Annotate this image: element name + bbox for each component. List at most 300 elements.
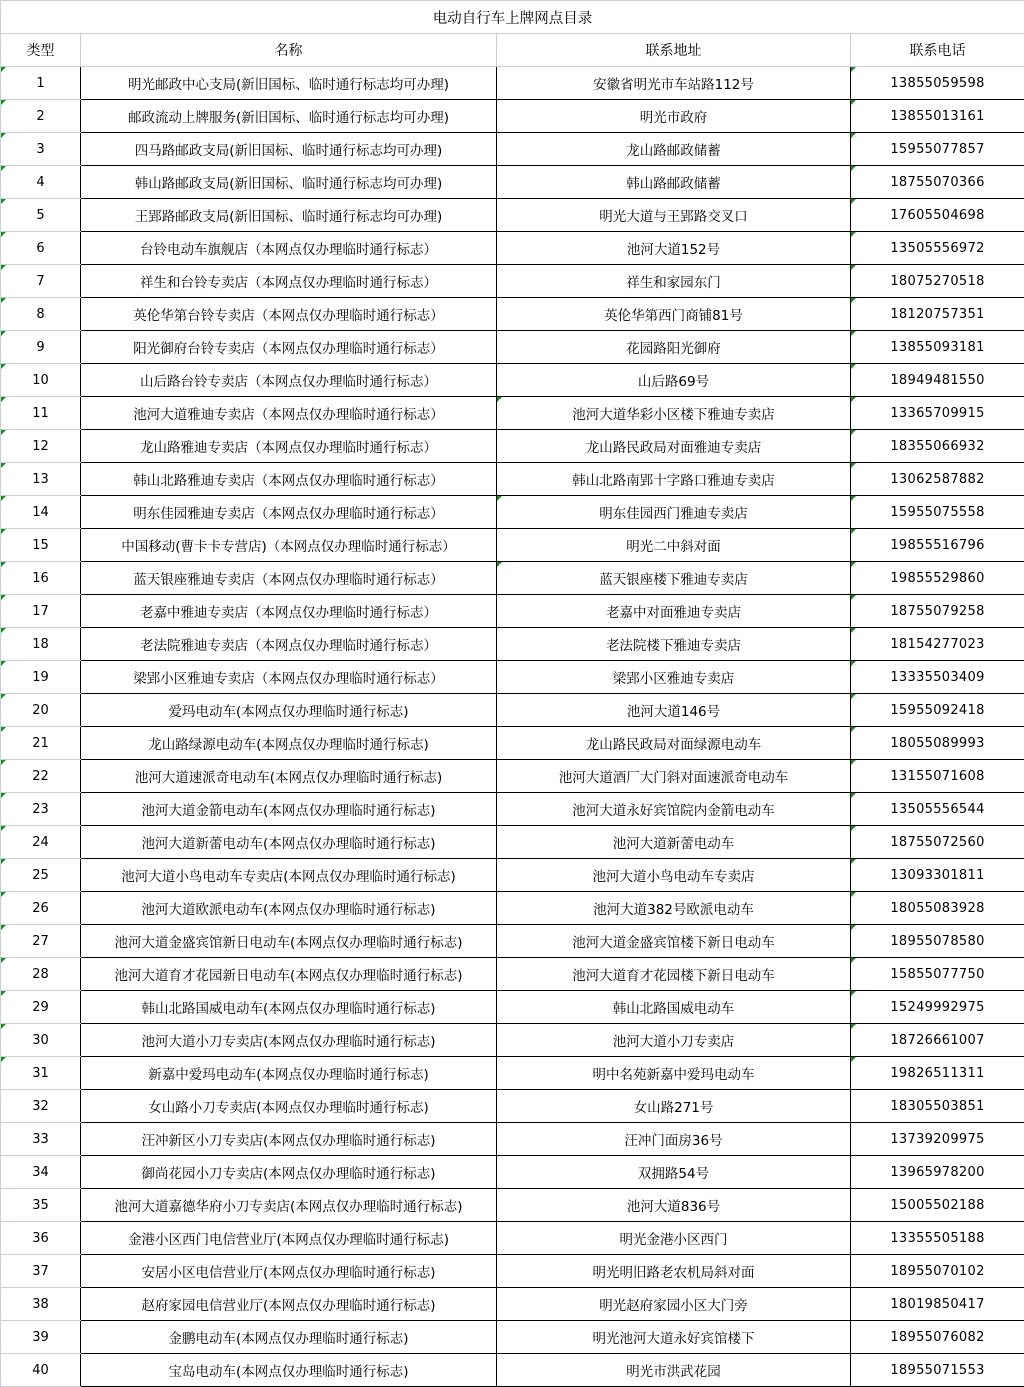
cell-index[interactable] [1, 199, 81, 232]
cell-index[interactable] [1, 331, 81, 364]
cell-address[interactable] [497, 364, 851, 397]
comment-marker-icon [1, 859, 6, 864]
cell-phone[interactable] [851, 826, 1024, 859]
table-row [1, 958, 1024, 991]
cell-address[interactable] [497, 463, 851, 496]
cell-phone[interactable] [851, 199, 1024, 232]
address-text: 花园路阳光御府 [626, 341, 721, 357]
cell-address[interactable] [497, 298, 851, 331]
cell-phone[interactable] [851, 100, 1024, 133]
cell-name[interactable] [81, 1255, 497, 1288]
cell-address[interactable] [497, 694, 851, 727]
cell-index[interactable] [1, 364, 81, 397]
table-row [1, 133, 1024, 166]
name-text: 英伦华第台铃专卖店（本网点仅办理临时通行标志） [133, 308, 444, 324]
phone-text: 17605504698 [890, 208, 984, 223]
phone-text: 18120757351 [890, 307, 984, 322]
cell-phone[interactable] [851, 661, 1024, 694]
address-text: 安徽省明光市车站路112号 [593, 77, 754, 93]
phone-text: 13739209975 [890, 1132, 984, 1147]
cell-phone[interactable] [851, 232, 1024, 265]
cell-address[interactable] [497, 760, 851, 793]
comment-marker-icon [1, 397, 6, 402]
cell-phone[interactable] [851, 463, 1024, 496]
cell-name[interactable] [81, 1057, 497, 1090]
cell-name[interactable] [81, 1321, 497, 1354]
cell-phone[interactable] [851, 793, 1024, 826]
name-text: 御尚花园小刀专卖店(本网点仅办理临时通行标志) [141, 1166, 435, 1182]
index-text: 18 [32, 637, 49, 652]
cell-phone[interactable] [851, 1057, 1024, 1090]
cell-name[interactable] [81, 694, 497, 727]
cell-name[interactable] [81, 166, 497, 199]
index-text: 5 [36, 208, 44, 223]
cell-index[interactable] [1, 727, 81, 760]
cell-phone[interactable] [851, 859, 1024, 892]
address-text: 明光明旧路老农机局斜对面 [593, 1265, 755, 1281]
cell-phone[interactable] [851, 694, 1024, 727]
address-text: 池河大道小刀专卖店 [613, 1034, 735, 1050]
cell-phone[interactable] [851, 1222, 1024, 1255]
name-text: 赵府家园电信营业厅(本网点仅办理临时通行标志) [141, 1298, 435, 1314]
cell-index[interactable] [1, 232, 81, 265]
cell-phone[interactable] [851, 496, 1024, 529]
address-text: 池河大道小鸟电动车专卖店 [593, 869, 755, 885]
table-row [1, 397, 1024, 430]
table-row [1, 232, 1024, 265]
cell-address[interactable] [497, 661, 851, 694]
comment-marker-icon [1, 331, 6, 336]
cell-phone[interactable] [851, 892, 1024, 925]
cell-phone[interactable] [851, 727, 1024, 760]
cell-phone[interactable] [851, 562, 1024, 595]
cell-index[interactable] [1, 463, 81, 496]
cell-name[interactable] [81, 1156, 497, 1189]
header-row [1, 34, 1024, 67]
comment-marker-icon [851, 595, 856, 600]
cell-phone[interactable] [851, 67, 1024, 100]
comment-marker-icon [1, 892, 6, 897]
address-text: 梁郢小区雅迪专卖店 [613, 671, 735, 687]
address-text: 祥生和家园东门 [626, 275, 721, 291]
cell-address[interactable] [497, 199, 851, 232]
comment-marker-icon [851, 100, 856, 105]
cell-address[interactable] [497, 1090, 851, 1123]
cell-phone[interactable] [851, 958, 1024, 991]
cell-index[interactable] [1, 397, 81, 430]
table-row [1, 529, 1024, 562]
cell-name[interactable] [81, 991, 497, 1024]
cell-index[interactable] [1, 1255, 81, 1288]
cell-phone[interactable] [851, 1156, 1024, 1189]
comment-marker-icon [851, 661, 856, 666]
index-text: 1 [36, 76, 44, 91]
table-row [1, 298, 1024, 331]
cell-index[interactable] [1, 1321, 81, 1354]
phone-text: 18055089993 [890, 736, 984, 751]
cell-index[interactable] [1, 1354, 81, 1387]
index-text: 31 [32, 1066, 49, 1081]
name-text: 汪冲新区小刀专卖店(本网点仅办理临时通行标志) [141, 1133, 435, 1149]
cell-address[interactable] [497, 1255, 851, 1288]
comment-marker-icon [851, 1024, 856, 1029]
cell-address[interactable] [497, 595, 851, 628]
comment-marker-icon [1, 232, 6, 237]
comment-marker-icon [851, 760, 856, 765]
cell-phone[interactable] [851, 298, 1024, 331]
table-row [1, 892, 1024, 925]
cell-name[interactable] [81, 1090, 497, 1123]
cell-name[interactable] [81, 430, 497, 463]
comment-marker-icon [1, 595, 6, 600]
phone-text: 13855013161 [890, 109, 984, 124]
cell-phone[interactable] [851, 991, 1024, 1024]
table-row [1, 595, 1024, 628]
cell-address[interactable] [497, 133, 851, 166]
cell-address[interactable] [497, 562, 851, 595]
cell-address[interactable] [497, 100, 851, 133]
phone-text: 13855059598 [890, 76, 984, 91]
phone-text: 18955071553 [890, 1363, 984, 1378]
cell-phone[interactable] [851, 595, 1024, 628]
cell-index[interactable] [1, 67, 81, 100]
table-row [1, 991, 1024, 1024]
cell-address[interactable] [497, 1024, 851, 1057]
phone-text: 13355505188 [890, 1231, 984, 1246]
address-text: 池河大道酒厂大门斜对面速派奇电动车 [559, 770, 789, 786]
cell-address[interactable] [497, 991, 851, 1024]
cell-index[interactable] [1, 1024, 81, 1057]
comment-marker-icon [1, 793, 6, 798]
table-row [1, 826, 1024, 859]
comment-marker-icon [1, 67, 6, 72]
cell-address[interactable] [497, 826, 851, 859]
phone-text: 13093301811 [890, 868, 984, 883]
cell-name[interactable] [81, 1024, 497, 1057]
cell-index[interactable] [1, 661, 81, 694]
comment-marker-icon [851, 265, 856, 270]
cell-phone[interactable] [851, 166, 1024, 199]
index-text: 21 [32, 736, 49, 751]
comment-marker-icon [851, 364, 856, 369]
cell-name[interactable] [81, 793, 497, 826]
address-text: 龙山路民政局对面绿源电动车 [586, 737, 762, 753]
cell-name[interactable] [81, 661, 497, 694]
cell-name[interactable] [81, 199, 497, 232]
cell-index[interactable] [1, 562, 81, 595]
cell-name[interactable] [81, 529, 497, 562]
name-text: 金港小区西门电信营业厅(本网点仅办理临时通行标志) [128, 1232, 449, 1248]
name-text: 池河大道雅迪专卖店（本网点仅办理临时通行标志） [133, 407, 444, 423]
cell-phone[interactable] [851, 1123, 1024, 1156]
cell-name[interactable] [81, 1288, 497, 1321]
phone-text: 18755079258 [890, 604, 984, 619]
address-text: 明光赵府家园小区大门旁 [599, 1298, 748, 1314]
address-text: 池河大道382号欧派电动车 [593, 902, 754, 918]
cell-index[interactable] [1, 298, 81, 331]
phone-text: 18355066932 [890, 439, 984, 454]
index-text: 40 [32, 1363, 49, 1378]
cell-address[interactable] [497, 331, 851, 364]
comment-marker-icon [851, 133, 856, 138]
cell-name[interactable] [81, 364, 497, 397]
cell-name[interactable] [81, 463, 497, 496]
table-row [1, 727, 1024, 760]
cell-address[interactable] [497, 430, 851, 463]
cell-index[interactable] [1, 628, 81, 661]
index-text: 20 [32, 703, 49, 718]
table-row [1, 430, 1024, 463]
comment-marker-icon [497, 562, 502, 567]
cell-name[interactable] [81, 496, 497, 529]
comment-marker-icon [1, 925, 6, 930]
cell-index[interactable] [1, 166, 81, 199]
comment-marker-icon [851, 628, 856, 633]
cell-index[interactable] [1, 925, 81, 958]
cell-index[interactable] [1, 1090, 81, 1123]
cell-name[interactable] [81, 1222, 497, 1255]
comment-marker-icon [1, 265, 6, 270]
cell-name[interactable] [81, 397, 497, 430]
cell-name[interactable] [81, 892, 497, 925]
index-text: 30 [32, 1033, 49, 1048]
phone-text: 13855093181 [890, 340, 984, 355]
cell-address[interactable] [497, 859, 851, 892]
table-row [1, 166, 1024, 199]
cell-index[interactable] [1, 892, 81, 925]
phone-text: 18949481550 [890, 373, 984, 388]
phone-text: 15005502188 [890, 1198, 984, 1213]
cell-name[interactable] [81, 595, 497, 628]
comment-marker-icon [1, 760, 6, 765]
cell-name[interactable] [81, 826, 497, 859]
index-text: 8 [36, 307, 44, 322]
cell-address[interactable] [497, 265, 851, 298]
cell-address[interactable] [497, 67, 851, 100]
cell-phone[interactable] [851, 1354, 1024, 1387]
cell-address[interactable] [497, 529, 851, 562]
cell-name[interactable] [81, 331, 497, 364]
comment-marker-icon [1, 496, 6, 501]
table-title[interactable]: 电动自行车上牌网点目录 [1, 1, 1024, 34]
phone-text: 18055083928 [890, 901, 984, 916]
name-text: 池河大道小鸟电动车专卖店(本网点仅办理临时通行标志) [121, 869, 456, 885]
name-text: 龙山路雅迪专卖店（本网点仅办理临时通行标志） [140, 440, 437, 456]
cell-phone[interactable] [851, 760, 1024, 793]
cell-index[interactable] [1, 1156, 81, 1189]
address-text: 老法院楼下雅迪专卖店 [606, 638, 741, 654]
cell-phone[interactable] [851, 364, 1024, 397]
name-text: 台铃电动车旗舰店（本网点仅办理临时通行标志） [140, 242, 437, 258]
cell-index[interactable] [1, 100, 81, 133]
cell-address[interactable] [497, 397, 851, 430]
index-text: 25 [32, 868, 49, 883]
header-phone[interactable]: 联系电话 [851, 34, 1024, 67]
name-text: 韩山北路雅迪专卖店（本网点仅办理临时通行标志） [133, 473, 444, 489]
phone-text: 13965978200 [890, 1165, 984, 1180]
cell-index[interactable] [1, 826, 81, 859]
index-text: 28 [32, 967, 49, 982]
cell-address[interactable] [497, 496, 851, 529]
name-text: 新嘉中爱玛电动车(本网点仅办理临时通行标志) [148, 1067, 429, 1083]
cell-index[interactable] [1, 1123, 81, 1156]
cell-index[interactable] [1, 595, 81, 628]
cell-phone[interactable] [851, 397, 1024, 430]
cell-index[interactable] [1, 529, 81, 562]
cell-name[interactable] [81, 265, 497, 298]
cell-name[interactable] [81, 958, 497, 991]
index-text: 29 [32, 1000, 49, 1015]
cell-index[interactable] [1, 133, 81, 166]
address-text: 池河大道146号 [627, 704, 720, 720]
comment-marker-icon [851, 694, 856, 699]
comment-marker-icon [1, 727, 6, 732]
index-text: 27 [32, 934, 49, 949]
phone-text: 18305503851 [890, 1099, 984, 1114]
cell-name[interactable] [81, 562, 497, 595]
name-text: 老法院雅迪专卖店（本网点仅办理临时通行标志） [140, 638, 437, 654]
table-row [1, 562, 1024, 595]
cell-address[interactable] [497, 1057, 851, 1090]
index-text: 15 [32, 538, 49, 553]
cell-name[interactable] [81, 760, 497, 793]
cell-name[interactable] [81, 232, 497, 265]
name-text: 蓝天银座雅迪专卖店（本网点仅办理临时通行标志） [133, 572, 444, 588]
cell-phone[interactable] [851, 331, 1024, 364]
cell-index[interactable] [1, 859, 81, 892]
cell-index[interactable] [1, 793, 81, 826]
cell-name[interactable] [81, 133, 497, 166]
cell-address[interactable] [497, 1156, 851, 1189]
cell-address[interactable] [497, 958, 851, 991]
cell-index[interactable] [1, 958, 81, 991]
table-row [1, 496, 1024, 529]
cell-address[interactable] [497, 1222, 851, 1255]
cell-name[interactable] [81, 727, 497, 760]
cell-name[interactable] [81, 1354, 497, 1387]
name-text: 阳光御府台铃专卖店（本网点仅办理临时通行标志） [133, 341, 444, 357]
index-text: 10 [32, 373, 49, 388]
index-text: 36 [32, 1231, 49, 1246]
cell-phone[interactable] [851, 1288, 1024, 1321]
comment-marker-icon [851, 298, 856, 303]
table-row [1, 859, 1024, 892]
phone-text: 19826511311 [890, 1066, 984, 1081]
name-text: 邮政流动上牌服务(新旧国标、临时通行标志均可办理) [128, 110, 449, 126]
cell-name[interactable] [81, 67, 497, 100]
address-text: 韩山北路国威电动车 [613, 1001, 735, 1017]
address-text: 明光市政府 [640, 110, 708, 126]
cell-phone[interactable] [851, 265, 1024, 298]
table-row [1, 265, 1024, 298]
cell-address[interactable] [497, 925, 851, 958]
address-text: 池河大道永好宾馆院内金箭电动车 [572, 803, 775, 819]
cell-address[interactable] [497, 166, 851, 199]
comment-marker-icon [851, 496, 856, 501]
cell-phone[interactable] [851, 1189, 1024, 1222]
phone-text: 13505556972 [890, 241, 984, 256]
cell-address[interactable] [497, 1288, 851, 1321]
index-text: 9 [36, 340, 44, 355]
cell-name[interactable] [81, 100, 497, 133]
comment-marker-icon [1, 826, 6, 831]
comment-marker-icon [1, 298, 6, 303]
name-text: 宝岛电动车(本网点仅办理临时通行标志) [168, 1364, 408, 1380]
cell-address[interactable] [497, 1189, 851, 1222]
cell-phone[interactable] [851, 133, 1024, 166]
phone-text: 13505556544 [890, 802, 984, 817]
cell-name[interactable] [81, 628, 497, 661]
cell-phone[interactable] [851, 628, 1024, 661]
cell-index[interactable] [1, 1189, 81, 1222]
cell-phone[interactable] [851, 1090, 1024, 1123]
cell-phone[interactable] [851, 430, 1024, 463]
cell-index[interactable] [1, 694, 81, 727]
cell-phone[interactable] [851, 925, 1024, 958]
cell-name[interactable] [81, 925, 497, 958]
index-text: 26 [32, 901, 49, 916]
index-text: 12 [32, 439, 49, 454]
address-text: 池河大道华彩小区楼下雅迪专卖店 [572, 407, 775, 423]
phone-text: 18154277023 [890, 637, 984, 652]
cell-address[interactable] [497, 793, 851, 826]
table-row [1, 628, 1024, 661]
cell-name[interactable] [81, 1123, 497, 1156]
cell-name[interactable] [81, 859, 497, 892]
cell-address[interactable] [497, 1321, 851, 1354]
comment-marker-icon [851, 793, 856, 798]
cell-index[interactable] [1, 991, 81, 1024]
address-text: 明光二中斜对面 [626, 539, 721, 555]
header-index[interactable]: 类型 [1, 34, 81, 67]
cell-index[interactable] [1, 760, 81, 793]
phone-text: 19855516796 [890, 538, 984, 553]
comment-marker-icon [1, 364, 6, 369]
cell-phone[interactable] [851, 1255, 1024, 1288]
cell-name[interactable] [81, 1189, 497, 1222]
cell-address[interactable] [497, 628, 851, 661]
cell-index[interactable] [1, 1222, 81, 1255]
index-text: 22 [32, 769, 49, 784]
header-address[interactable]: 联系地址 [497, 34, 851, 67]
cell-address[interactable] [497, 727, 851, 760]
cell-index[interactable] [1, 430, 81, 463]
cell-address[interactable] [497, 1354, 851, 1387]
header-name[interactable]: 名称 [81, 34, 497, 67]
cell-phone[interactable] [851, 1321, 1024, 1354]
cell-name[interactable] [81, 298, 497, 331]
name-text: 池河大道育才花园新日电动车(本网点仅办理临时通行标志) [114, 968, 462, 984]
name-text: 明东佳园雅迪专卖店（本网点仅办理临时通行标志） [133, 506, 444, 522]
cell-index[interactable] [1, 1288, 81, 1321]
cell-phone[interactable] [851, 1024, 1024, 1057]
cell-address[interactable] [497, 1123, 851, 1156]
cell-address[interactable] [497, 232, 851, 265]
comment-marker-icon [851, 232, 856, 237]
address-text: 明光大道与王郢路交叉口 [599, 209, 748, 225]
index-text: 37 [32, 1264, 49, 1279]
comment-marker-icon [1, 1057, 6, 1062]
comment-marker-icon [1, 562, 6, 567]
name-text: 安居小区电信营业厅(本网点仅办理临时通行标志) [141, 1265, 435, 1281]
cell-index[interactable] [1, 1057, 81, 1090]
cell-index[interactable] [1, 496, 81, 529]
index-text: 24 [32, 835, 49, 850]
comment-marker-icon [851, 925, 856, 930]
cell-index[interactable] [1, 265, 81, 298]
cell-address[interactable] [497, 892, 851, 925]
cell-phone[interactable] [851, 529, 1024, 562]
